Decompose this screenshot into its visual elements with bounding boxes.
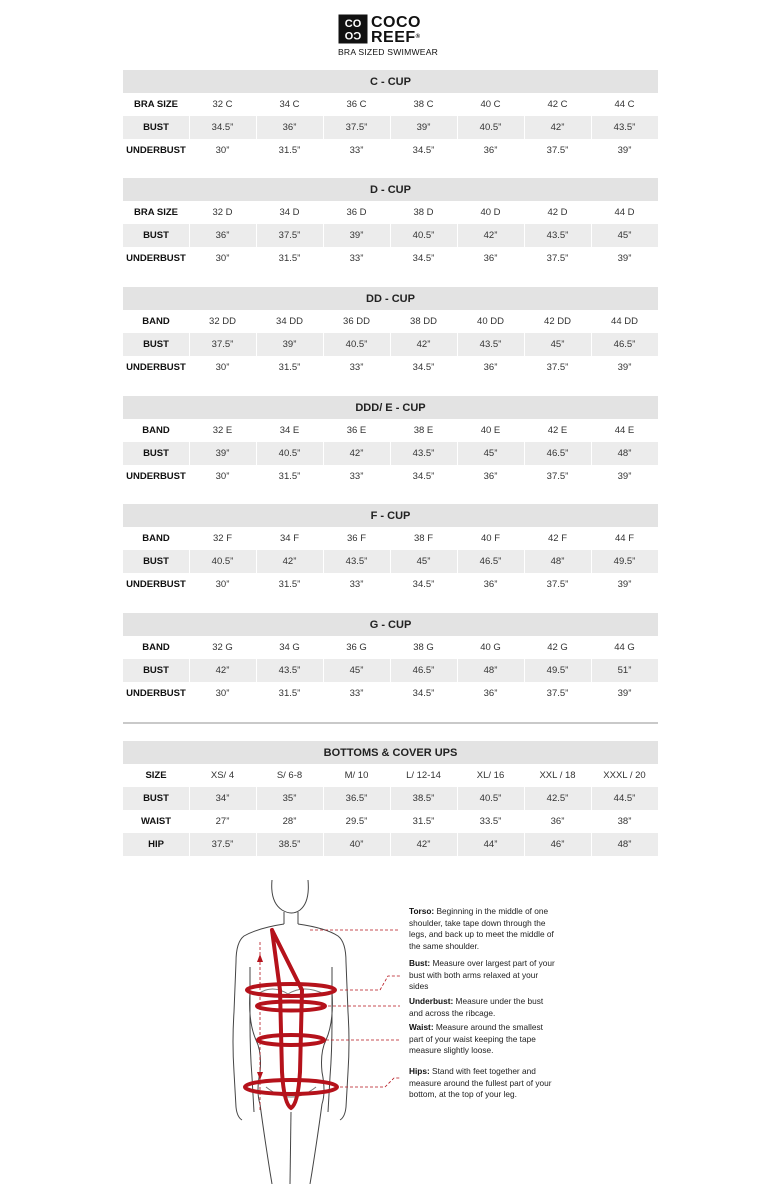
- table-cell: 42 F: [547, 533, 567, 544]
- table-cell: 36 G: [346, 642, 367, 653]
- table-cell: 35”: [256, 787, 323, 810]
- table-row: [123, 550, 658, 573]
- table-cell: 29.5”: [345, 816, 368, 827]
- table-cell: 37.5”: [256, 224, 323, 247]
- table-cell: 37.5”: [546, 579, 569, 590]
- table-row: [123, 419, 658, 442]
- table-cell: 34 DD: [276, 316, 303, 327]
- table-cell: 38 C: [413, 99, 434, 110]
- row-label: BUST: [123, 224, 189, 247]
- table-cell: 36 DD: [343, 316, 370, 327]
- measure-text: Measure over largest part of your bust with both arms relaxed at your sides: [409, 958, 555, 992]
- table-cell: 37.5”: [546, 145, 569, 156]
- table-cell: 37.5”: [546, 688, 569, 699]
- table-cell: 39”: [617, 253, 632, 264]
- table-cell: 39”: [390, 116, 457, 139]
- table-cell: 45”: [591, 224, 658, 247]
- table-cell: 42”: [390, 833, 457, 856]
- table-row: [123, 116, 658, 139]
- row-label: UNDERBUST: [126, 688, 186, 699]
- table-cell: 40.5”: [189, 550, 256, 573]
- table-cell: 31.5”: [278, 253, 301, 264]
- table-cell: 45”: [524, 333, 591, 356]
- table-cell: XL/ 16: [476, 770, 505, 781]
- table-cell: 46”: [524, 833, 591, 856]
- measure-note: [409, 996, 559, 1019]
- size-table: [123, 70, 658, 162]
- table-cell: 38 D: [413, 207, 434, 218]
- table-cell: 39”: [617, 579, 632, 590]
- table-cell: 44 F: [614, 533, 634, 544]
- table-cell: 28”: [282, 816, 297, 827]
- table-title: D - CUP: [123, 178, 658, 201]
- table-cell: 49.5”: [591, 550, 658, 573]
- table-row: [123, 573, 658, 596]
- table-cell: 42 E: [547, 425, 568, 436]
- table-cell: 39”: [256, 333, 323, 356]
- measure-note: [409, 906, 559, 952]
- table-cell: 40 DD: [477, 316, 504, 327]
- measure-text: Stand with feet together and measure around the fullest part of your bottom, at the top of your leg.: [409, 1066, 552, 1100]
- table-cell: 36”: [189, 224, 256, 247]
- body-measurement-figure: [200, 872, 400, 1184]
- table-cell: 33”: [349, 145, 364, 156]
- table-cell: 40.5”: [323, 333, 390, 356]
- table-cell: 42 DD: [544, 316, 571, 327]
- table-cell: 37.5”: [323, 116, 390, 139]
- row-label: BAND: [142, 533, 170, 544]
- table-cell: 36”: [483, 688, 498, 699]
- table-cell: 31.5”: [278, 579, 301, 590]
- table-cell: 43.5”: [323, 550, 390, 573]
- table-cell: XXL / 18: [539, 770, 576, 781]
- table-cell: 36”: [483, 145, 498, 156]
- table-row: [123, 310, 658, 333]
- table-cell: 40.5”: [457, 787, 524, 810]
- table-cell: 32 G: [212, 642, 233, 653]
- table-cell: 34 C: [279, 99, 300, 110]
- table-cell: 45”: [390, 550, 457, 573]
- table-row: [123, 659, 658, 682]
- size-table: [123, 396, 658, 488]
- table-cell: 46.5”: [390, 659, 457, 682]
- table-cell: 44”: [457, 833, 524, 856]
- table-cell: 31.5”: [278, 688, 301, 699]
- row-label: BAND: [142, 316, 170, 327]
- table-cell: 40.5”: [457, 116, 524, 139]
- table-cell: XS/ 4: [210, 770, 235, 781]
- table-cell: 38”: [617, 816, 632, 827]
- row-label: BUST: [123, 333, 189, 356]
- table-cell: 44 E: [614, 425, 635, 436]
- table-row: [123, 201, 658, 224]
- table-cell: 36”: [256, 116, 323, 139]
- table-cell: 31.5”: [278, 145, 301, 156]
- table-cell: 43.5”: [524, 224, 591, 247]
- row-label: HIP: [123, 833, 189, 856]
- table-cell: 40 C: [480, 99, 501, 110]
- table-cell: 36.5”: [323, 787, 390, 810]
- table-cell: 48”: [591, 833, 658, 856]
- table-cell: 33”: [349, 471, 364, 482]
- table-title: DDD/ E - CUP: [123, 396, 658, 419]
- table-cell: 36 F: [346, 533, 366, 544]
- table-cell: 34.5”: [412, 688, 435, 699]
- table-cell: 43.5”: [591, 116, 658, 139]
- table-cell: 48”: [591, 442, 658, 465]
- measure-text: Measure around the smallest part of your waist keeping the tape measure slightly loose.: [409, 1022, 543, 1056]
- table-row: [123, 833, 658, 856]
- table-cell: 30”: [215, 253, 230, 264]
- measure-note: [409, 1066, 559, 1101]
- row-label: BUST: [123, 787, 189, 810]
- table-cell: 45”: [323, 659, 390, 682]
- table-row: [123, 636, 658, 659]
- size-table: [123, 178, 658, 270]
- table-cell: 44 G: [614, 642, 635, 653]
- measure-text: Beginning in the middle of one shoulder, take tape down through the legs, and back up to meet the middle of the same shoulder.: [409, 906, 554, 951]
- table-cell: 34.5”: [412, 145, 435, 156]
- table-cell: 51”: [591, 659, 658, 682]
- row-label: UNDERBUST: [126, 253, 186, 264]
- table-row: [123, 224, 658, 247]
- table-row: [123, 93, 658, 116]
- row-label: BAND: [142, 642, 170, 653]
- brand-word-coco: COCO: [371, 14, 421, 31]
- table-cell: 32 F: [212, 533, 232, 544]
- table-cell: 31.5”: [278, 362, 301, 373]
- table-cell: 40 E: [480, 425, 501, 436]
- size-table: [123, 287, 658, 379]
- table-cell: 34 G: [279, 642, 300, 653]
- table-cell: 30”: [215, 471, 230, 482]
- table-title: G - CUP: [123, 613, 658, 636]
- table-title: F - CUP: [123, 504, 658, 527]
- row-label: BUST: [123, 550, 189, 573]
- row-label: UNDERBUST: [126, 579, 186, 590]
- row-label: BUST: [123, 659, 189, 682]
- table-cell: 36 C: [346, 99, 367, 110]
- row-label: SIZE: [145, 770, 167, 781]
- table-row: [123, 247, 658, 270]
- table-cell: 33”: [349, 579, 364, 590]
- table-cell: 39”: [617, 471, 632, 482]
- table-cell: 38 E: [413, 425, 434, 436]
- table-cell: 36 E: [346, 425, 367, 436]
- table-cell: 36”: [483, 579, 498, 590]
- table-cell: 42.5”: [524, 787, 591, 810]
- table-cell: 43.5”: [256, 659, 323, 682]
- table-cell: 34 F: [279, 533, 299, 544]
- svg-text:CO: CO: [344, 29, 362, 41]
- table-cell: 37.5”: [546, 253, 569, 264]
- table-cell: 38.5”: [390, 787, 457, 810]
- table-cell: 32 C: [212, 99, 233, 110]
- table-cell: 33”: [349, 253, 364, 264]
- table-cell: 37.5”: [189, 833, 256, 856]
- table-cell: 43.5”: [457, 333, 524, 356]
- table-row: [123, 764, 658, 787]
- table-cell: 40 G: [480, 642, 501, 653]
- table-cell: 40”: [323, 833, 390, 856]
- measure-term: Underbust:: [409, 996, 454, 1006]
- table-cell: 33”: [349, 688, 364, 699]
- table-row: [123, 527, 658, 550]
- table-cell: 42”: [390, 333, 457, 356]
- table-cell: 36 D: [346, 207, 367, 218]
- table-cell: 42”: [457, 224, 524, 247]
- row-label: BAND: [142, 425, 170, 436]
- table-cell: 34.5”: [189, 116, 256, 139]
- table-cell: 43.5”: [390, 442, 457, 465]
- table-row: [123, 787, 658, 810]
- table-cell: 45”: [457, 442, 524, 465]
- table-cell: 36”: [483, 362, 498, 373]
- brand-tagline: BRA SIZED SWIMWEAR: [338, 47, 439, 57]
- table-cell: 42”: [323, 442, 390, 465]
- table-cell: 42 G: [547, 642, 568, 653]
- table-cell: 36”: [483, 471, 498, 482]
- row-label: BUST: [123, 116, 189, 139]
- table-row: [123, 810, 658, 833]
- table-row: [123, 442, 658, 465]
- table-cell: 32 D: [212, 207, 233, 218]
- table-cell: 38.5”: [256, 833, 323, 856]
- table-cell: M/ 10: [344, 770, 369, 781]
- row-label: BRA SIZE: [134, 207, 178, 218]
- table-cell: 38 F: [413, 533, 433, 544]
- measure-term: Torso:: [409, 906, 435, 916]
- row-label: BUST: [123, 442, 189, 465]
- table-cell: 37.5”: [546, 471, 569, 482]
- table-cell: 34.5”: [412, 253, 435, 264]
- table-cell: 46.5”: [457, 550, 524, 573]
- table-cell: 34 D: [279, 207, 300, 218]
- table-title: C - CUP: [123, 70, 658, 93]
- measure-note: [409, 958, 559, 993]
- table-cell: 39”: [189, 442, 256, 465]
- table-cell: 42”: [256, 550, 323, 573]
- size-table: [123, 613, 658, 705]
- table-cell: 40.5”: [390, 224, 457, 247]
- table-title: DD - CUP: [123, 287, 658, 310]
- row-label: WAIST: [140, 816, 172, 827]
- table-cell: 30”: [215, 688, 230, 699]
- row-label: UNDERBUST: [126, 362, 186, 373]
- table-row: [123, 682, 658, 705]
- table-cell: 49.5”: [524, 659, 591, 682]
- table-cell: 44 D: [614, 207, 635, 218]
- table-cell: 44.5”: [591, 787, 658, 810]
- table-cell: 31.5”: [412, 816, 435, 827]
- table-cell: 34.5”: [412, 362, 435, 373]
- table-cell: L/ 12-14: [406, 770, 441, 781]
- table-cell: 44 DD: [611, 316, 638, 327]
- table-row: [123, 465, 658, 488]
- size-table: [123, 741, 658, 856]
- table-cell: 31.5”: [278, 471, 301, 482]
- measure-term: Waist:: [409, 1022, 434, 1032]
- table-cell: 30”: [215, 579, 230, 590]
- table-cell: 37.5”: [546, 362, 569, 373]
- table-cell: 39”: [617, 145, 632, 156]
- table-cell: 38 G: [413, 642, 434, 653]
- table-cell: 40 F: [480, 533, 500, 544]
- table-cell: 30”: [215, 145, 230, 156]
- table-cell: 44 C: [614, 99, 635, 110]
- table-cell: 32 DD: [209, 316, 236, 327]
- table-cell: 40.5”: [256, 442, 323, 465]
- table-cell: 34.5”: [412, 471, 435, 482]
- table-cell: XXXL / 20: [603, 770, 646, 781]
- table-cell: 42 C: [547, 99, 568, 110]
- brand-logo: [338, 14, 442, 58]
- table-cell: 34”: [189, 787, 256, 810]
- table-cell: 40 D: [480, 207, 501, 218]
- table-cell: 39”: [323, 224, 390, 247]
- row-label: BRA SIZE: [134, 99, 178, 110]
- section-divider: [123, 722, 658, 724]
- table-row: [123, 139, 658, 162]
- table-cell: 33.5”: [479, 816, 502, 827]
- brand-word-reef: REEF®: [371, 29, 421, 46]
- table-cell: 27”: [215, 816, 230, 827]
- table-cell: 39”: [617, 362, 632, 373]
- measure-term: Bust:: [409, 958, 431, 968]
- table-cell: 42 D: [547, 207, 568, 218]
- table-cell: 42”: [524, 116, 591, 139]
- table-cell: 48”: [457, 659, 524, 682]
- svg-text:CO: CO: [344, 18, 362, 30]
- table-cell: 46.5”: [591, 333, 658, 356]
- row-label: UNDERBUST: [126, 471, 186, 482]
- table-cell: 36”: [550, 816, 565, 827]
- table-cell: S/ 6-8: [276, 770, 303, 781]
- table-row: [123, 333, 658, 356]
- table-title: BOTTOMS & COVER UPS: [123, 741, 658, 764]
- table-cell: 37.5”: [189, 333, 256, 356]
- table-row: [123, 356, 658, 379]
- table-cell: 34 E: [279, 425, 300, 436]
- table-cell: 46.5”: [524, 442, 591, 465]
- size-table: [123, 504, 658, 596]
- table-cell: 42”: [189, 659, 256, 682]
- coco-reef-logo-icon: [338, 14, 368, 44]
- table-cell: 33”: [349, 362, 364, 373]
- table-cell: 38 DD: [410, 316, 437, 327]
- table-cell: 30”: [215, 362, 230, 373]
- table-cell: 39”: [617, 688, 632, 699]
- measure-note: [409, 1022, 559, 1057]
- table-cell: 32 E: [212, 425, 233, 436]
- row-label: UNDERBUST: [126, 145, 186, 156]
- measure-term: Hips:: [409, 1066, 430, 1076]
- measure-text: Measure under the bust and across the ribcage.: [409, 996, 544, 1018]
- table-cell: 48”: [524, 550, 591, 573]
- table-cell: 36”: [483, 253, 498, 264]
- table-cell: 34.5”: [412, 579, 435, 590]
